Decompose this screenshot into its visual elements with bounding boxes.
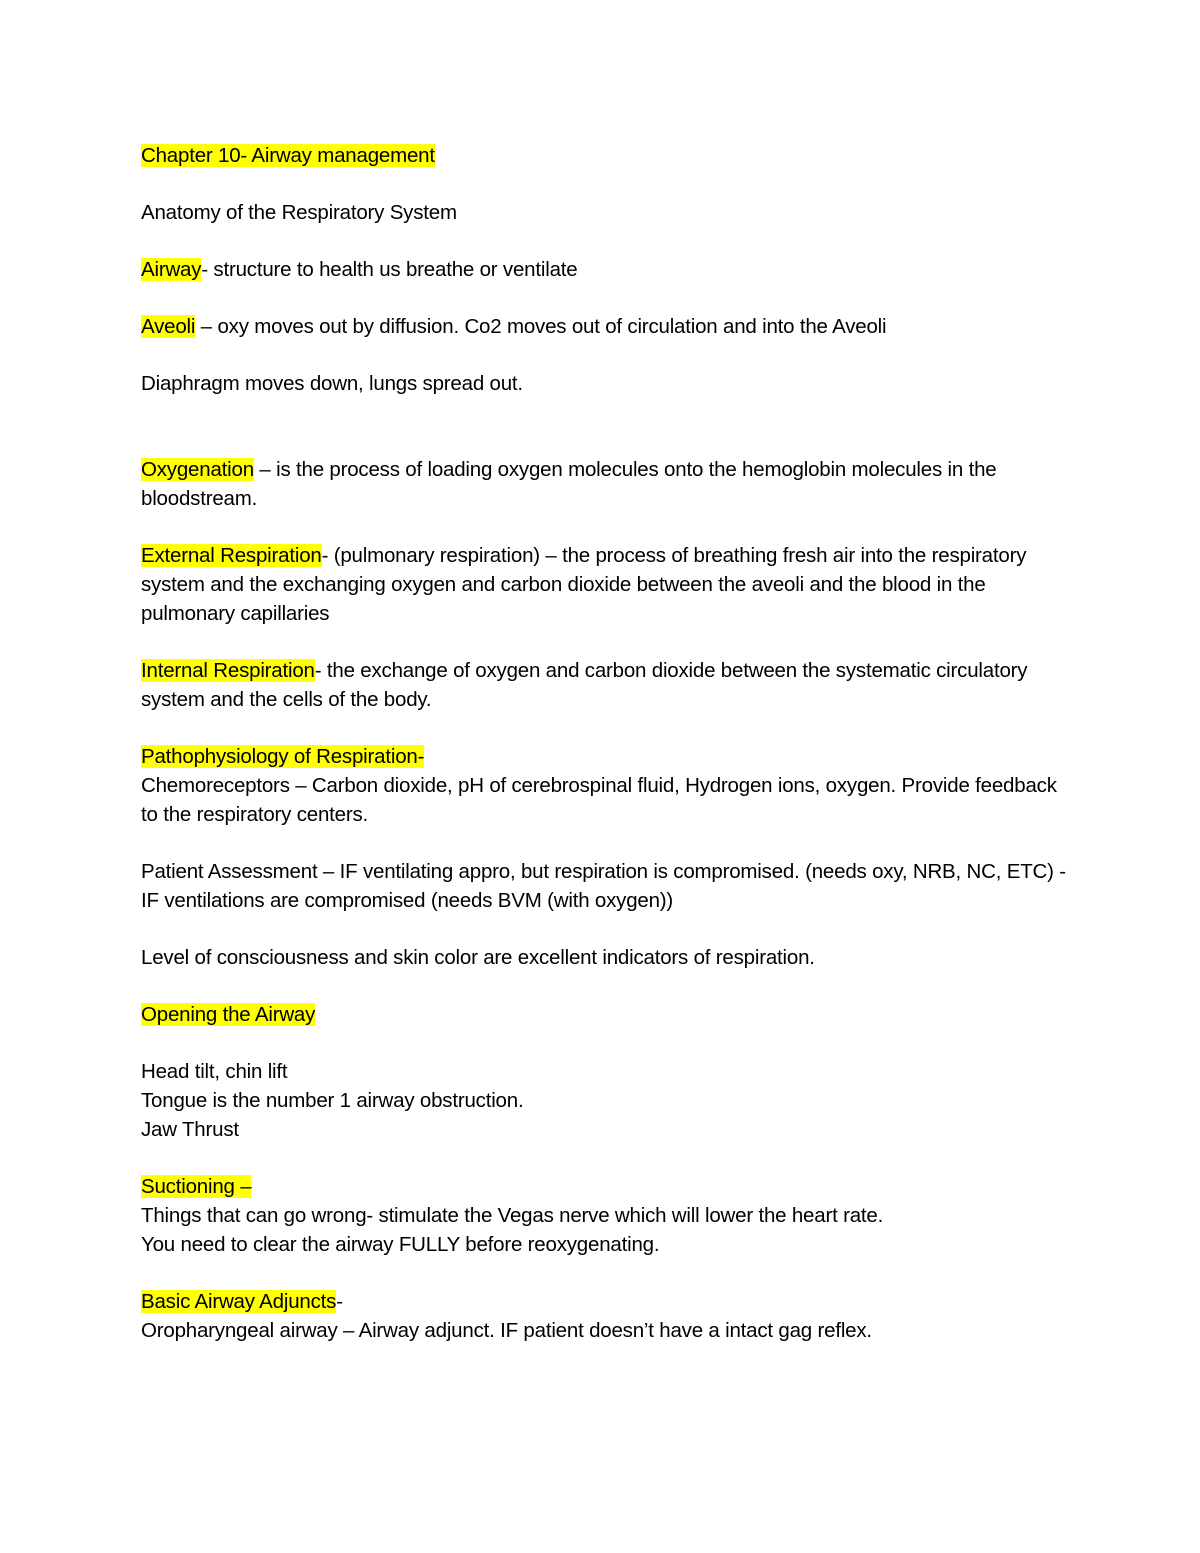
patient-assessment-note: Patient Assessment – IF ventilating appro, but respiration is compromised. (needs oxy, NRB, NC, ETC) -IF ventilations are compromised (needs BVM (with oxygen)) xyxy=(141,860,1066,912)
adjuncts-item: Oropharyngeal airway – Airway adjunct. IF patient doesn’t have a intact gag reflex. xyxy=(141,1319,872,1342)
internal-respiration-text: - the exchange of oxygen and carbon dioxide between the systematic circulatory system and the cells of the body. xyxy=(141,659,1028,711)
adjuncts-heading-suffix: - xyxy=(336,1290,343,1313)
opening-airway-item: Head tilt, chin lift xyxy=(141,1060,288,1083)
adjuncts-section xyxy=(141,1287,1071,1345)
aveoli-text: – oxy moves out by diffusion. Co2 moves out of circulation and into the Aveoli xyxy=(195,315,887,338)
section-subtitle: Anatomy of the Respiratory System xyxy=(141,201,457,224)
airway-term: Airway xyxy=(141,258,202,281)
external-respiration-text: - (pulmonary respiration) – the process of breathing fresh air into the respiratory system and the exchanging oxygen and carbon dioxide between the aveoli and the blood in the pulmonary capillaries xyxy=(141,544,1027,625)
internal-respiration-term: Internal Respiration xyxy=(141,659,315,682)
opening-airway-heading: Opening the Airway xyxy=(141,1003,316,1026)
opening-airway-heading-row xyxy=(141,1000,1071,1029)
chapter-title-text: Chapter 10- Airway management xyxy=(141,144,435,167)
oxygenation-term: Oxygenation xyxy=(141,458,254,481)
oxygenation-text: – is the process of loading oxygen molecules onto the hemoglobin molecules in the bloodstream. xyxy=(141,458,997,510)
diaphragm-note: Diaphragm moves down, lungs spread out. xyxy=(141,372,523,395)
aveoli-definition xyxy=(141,312,1071,341)
suctioning-item: You need to clear the airway FULLY before reoxygenating. xyxy=(141,1233,660,1256)
aveoli-term: Aveoli xyxy=(141,315,196,338)
blank-line xyxy=(141,426,1071,455)
adjuncts-heading: Basic Airway Adjuncts xyxy=(141,1290,337,1313)
pathophysiology-text: Chemoreceptors – Carbon dioxide, pH of cerebrospinal fluid, Hydrogen ions, oxygen. Provide feedback to the respiratory centers. xyxy=(141,774,1057,826)
suctioning-heading: Suctioning – xyxy=(141,1175,252,1198)
opening-airway-item: Tongue is the number 1 airway obstruction. xyxy=(141,1089,524,1112)
opening-airway-item: Jaw Thrust xyxy=(141,1118,239,1141)
pathophysiology-section xyxy=(141,742,1071,829)
loc-skin-note: Level of consciousness and skin color are excellent indicators of respiration. xyxy=(141,946,815,969)
opening-airway-list xyxy=(141,1057,1071,1144)
chapter-title xyxy=(141,141,1071,170)
suctioning-section xyxy=(141,1172,1071,1259)
oxygenation-definition xyxy=(141,455,1071,513)
external-respiration-definition xyxy=(141,541,1071,628)
internal-respiration-definition xyxy=(141,656,1071,714)
document-body xyxy=(141,141,1071,1373)
external-respiration-term: External Respiration xyxy=(141,544,322,567)
suctioning-item: Things that can go wrong- stimulate the Vegas nerve which will lower the heart rate. xyxy=(141,1204,884,1227)
airway-text: - structure to health us breathe or ventilate xyxy=(201,258,578,281)
airway-definition xyxy=(141,255,1071,284)
pathophysiology-heading: Pathophysiology of Respiration- xyxy=(141,745,425,768)
